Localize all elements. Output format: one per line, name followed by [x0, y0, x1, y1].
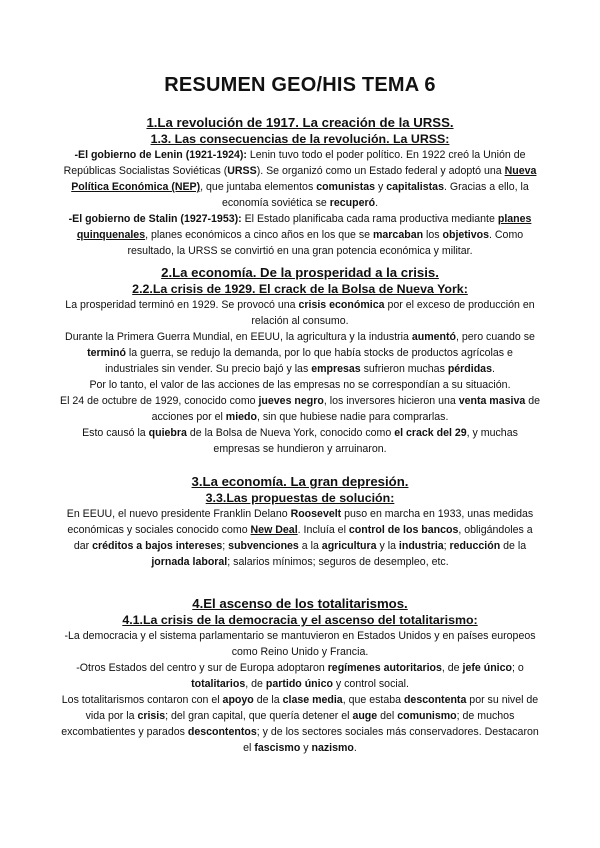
- section-4-heading: 4.El ascenso de los totalitarismos.: [192, 596, 408, 611]
- document-title: RESUMEN GEO/HIS TEMA 6: [164, 74, 436, 96]
- crash-paragraph: Esto causó la quiebra de la Bolsa de Nueva York, conocido como el crack del 29, y muchas empresas se hundieron y arruinaron.: [82, 427, 518, 455]
- section-3: [60, 474, 540, 570]
- section-4-subheading: 4.1.La crisis de la democracia y el ascenso del totalitarismo:: [122, 613, 478, 627]
- shares-paragraph: Por lo tanto, el valor de las acciones de las empresas no se correspondían a su situación.: [89, 379, 511, 391]
- section-2-subheading: 2.2.La crisis de 1929. El crack de la Bolsa de Nueva York:: [132, 282, 468, 296]
- section-1-heading: 1.La revolución de 1917. La creación de la URSS.: [146, 115, 454, 130]
- black-thursday-paragraph: El 24 de octubre de 1929, conocido como jueves negro, los inversores hicieron una venta masiva de acciones por el miedo, sin que hubiese nadie para comprarlas.: [60, 395, 540, 423]
- section-4: [60, 596, 540, 756]
- section-3-subheading: 3.3.Las propuestas de solución:: [205, 491, 395, 505]
- section-2-heading: 2.La economía. De la prosperidad a la crisis.: [161, 265, 439, 280]
- new-deal-paragraph: En EEUU, el nuevo presidente Franklin Delano Roosevelt puso en marcha en 1933, unas medidas económicas y sociales conocido como New Deal. Incluía el control de los bancos, obligándoles a dar créditos a bajos intereses; subvenciones a la agricultura y la industria; reducción de la jornada laboral; salarios mínimos; seguros de desempleo, etc.: [66, 508, 534, 568]
- war-paragraph: Durante la Primera Guerra Mundial, en EEUU, la agricultura y la industria aumentó, pero cuando se terminó la guerra, se redujo la demanda, por lo que había stocks de productos agrícolas e industriales sin vender. Su precio bajó y las empresas sufrieron muchas pérdidas.: [65, 331, 535, 375]
- totalitarian-support-paragraph: Los totalitarismos contaron con el apoyo de la clase media, que estaba descontenta por su nivel de vida por la crisis; del gran capital, que quería detener el auge del comunismo; de muchos excombatientes y parados descontentos; y de los sectores sociales más conservadores. Destacaron el fascismo y nazismo.: [61, 694, 539, 754]
- section-1-subheading: 1.3. Las consecuencias de la revolución. La URSS:: [150, 132, 450, 146]
- democracy-paragraph: -La democracia y el sistema parlamentario se mantuvieron en Estados Unidos y en países europeos como Reino Unido y Francia.: [64, 630, 536, 658]
- authoritarian-paragraph: -Otros Estados del centro y sur de Europa adoptaron regímenes autoritarios, de jefe único; o totalitarios, de partido único y control social.: [76, 662, 524, 690]
- section-1: [60, 115, 540, 259]
- section-2: [60, 265, 540, 457]
- section-3-heading: 3.La economía. La gran depresión.: [191, 474, 409, 489]
- lenin-paragraph: -El gobierno de Lenin (1921-1924): Lenin tuvo todo el poder político. En 1922 creó la Unión de Repúblicas Socialistas Soviéticas (URSS). Se organizó como un Estado federal y adoptó una Nueva Política Económica (NEP), que juntaba elementos comunistas y capitalistas. Gracias a ello, la economía soviética se recuperó.: [63, 149, 537, 209]
- prosperity-paragraph: La prosperidad terminó en 1929. Se provocó una crisis económica por el exceso de producción en relación al consumo.: [65, 299, 535, 327]
- stalin-paragraph: -El gobierno de Stalin (1927-1953): El Estado planificaba cada rama productiva mediante planes quinquenales, planes económicos a cinco años en los que se marcaban los objetivos. Como resultado, la URSS se convirtió en una gran potencia económica y militar.: [68, 213, 532, 257]
